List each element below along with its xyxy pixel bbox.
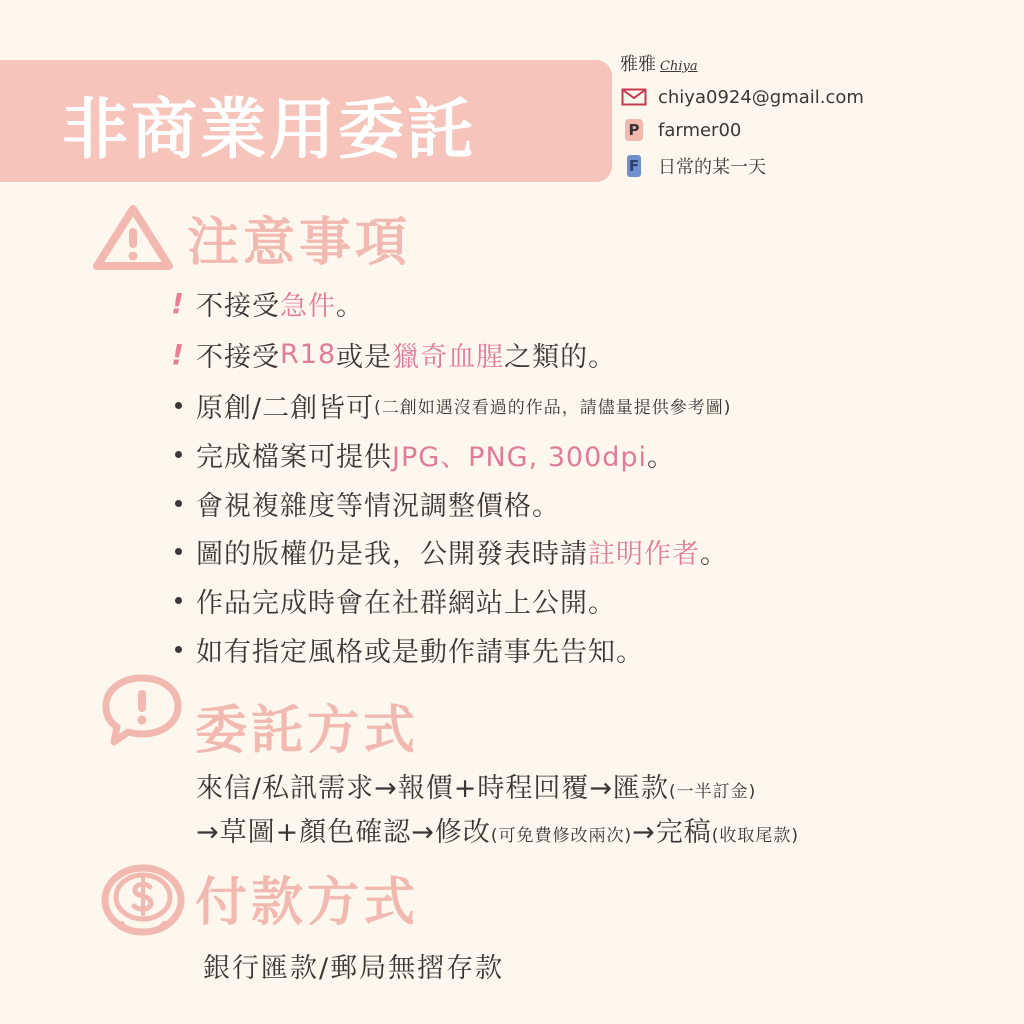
notes-item-5: 會視複雜度等情況調整價格。: [160, 483, 560, 523]
section-title-process: 委託方式: [195, 701, 420, 761]
process-flow-line-2: →草圖+顏色確認→修改(可免費修改兩次)→完稿(收取尾款): [196, 817, 800, 848]
mail-icon: [620, 88, 648, 106]
notes-item-7: 作品完成時會在社群網站上公開。: [160, 580, 616, 620]
signature-logo: Chiya: [660, 59, 698, 74]
notes-item-8: 如有指定風格或是動作請事先告知。: [160, 629, 644, 669]
notes-item-2: ! 不接受 R18 或是 獵奇血腥 之類的。: [160, 334, 616, 374]
page-title: 非商業用委託: [62, 91, 476, 168]
facebook-icon: F: [628, 157, 640, 175]
bullet-dot: [175, 548, 182, 555]
contact-email[interactable]: chiya0924@gmail.com: [658, 86, 864, 108]
contact-plurk[interactable]: farmer00: [658, 119, 742, 141]
bullet-dot: [175, 402, 182, 409]
notes-item-1: ! 不接受 急件 。: [160, 283, 364, 323]
plurk-icon: P: [620, 119, 648, 141]
warning-triangle-icon: [92, 204, 174, 276]
exclamation-marker: !: [171, 286, 185, 320]
dollar-coin-icon: [98, 860, 188, 944]
contact-email-row[interactable]: [620, 83, 864, 111]
speech-bubble-exclamation-icon: [100, 672, 184, 752]
bullet-dot: [175, 646, 182, 653]
notes-item-3: 原創/二創皆可 (二創如遇沒看過的作品，請儘量提供參考圖): [160, 385, 731, 425]
section-title-payment: 付款方式: [195, 873, 420, 933]
exclamation-marker: !: [171, 337, 185, 371]
notes-item-6: 圖的版權仍是我，公開發表時請 註明作者 。: [160, 531, 728, 571]
section-title-notes: 注意事項: [187, 213, 412, 273]
contact-plurk-row[interactable]: [620, 116, 741, 144]
bullet-dot: [175, 500, 182, 507]
bullet-dot: [175, 451, 182, 458]
payment-methods: 銀行匯款/郵局無摺存款: [203, 953, 505, 984]
artist-name: 雅雅 Chiya: [620, 54, 698, 75]
process-flow-line-1: 來信/私訊需求→報價+時程回覆→匯款(一半訂金): [196, 773, 757, 804]
notes-item-4: 完成檔案可提供 JPG、PNG, 300dpi 。: [160, 434, 675, 474]
contact-facebook-row[interactable]: [620, 152, 766, 180]
bullet-dot: [175, 597, 182, 604]
contact-facebook[interactable]: 日常的某一天: [658, 157, 766, 178]
